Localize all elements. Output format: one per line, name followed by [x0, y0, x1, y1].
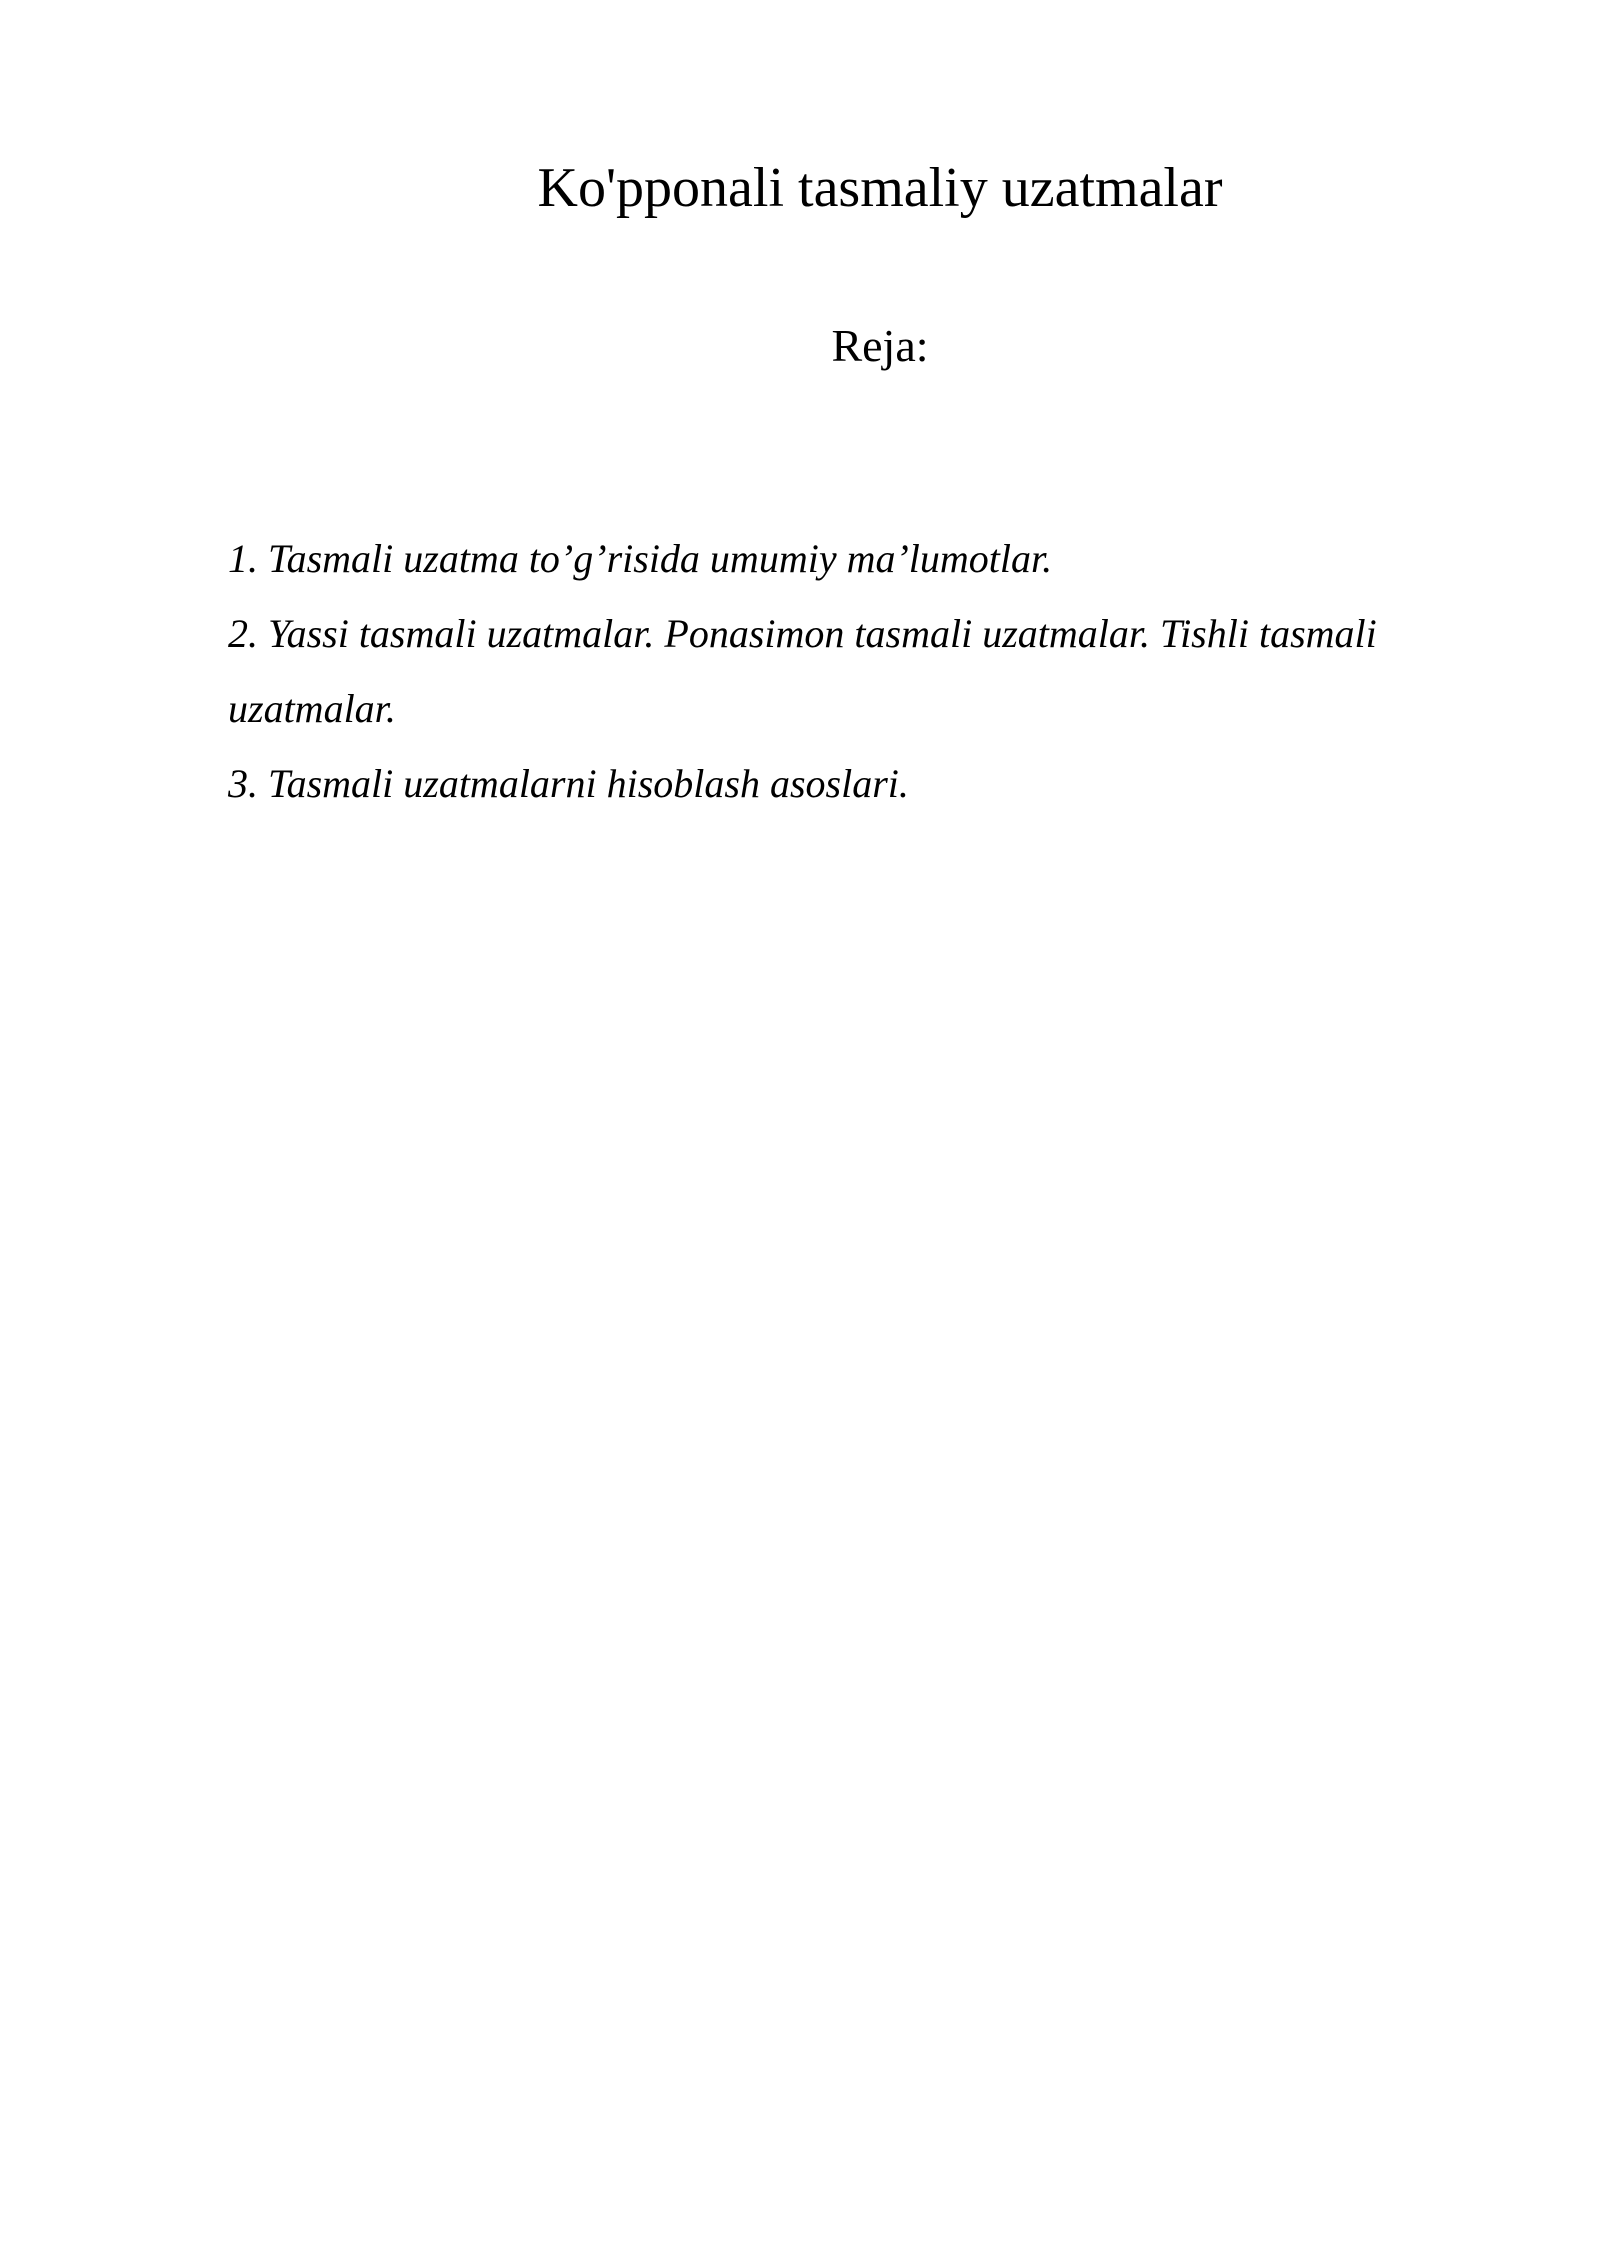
plan-item-3: 3. Tasmali uzatmalarni hisoblash asoslari. — [228, 761, 909, 806]
page-title: Ko'pponali tasmaliy uzatmalar — [537, 157, 1223, 219]
plan-list — [228, 521, 1528, 821]
plan-item-1: 1. Tasmali uzatma to’g’risida umumiy ma’lumotlar. — [228, 536, 1053, 581]
plan-item-2: 2. Yassi tasmali uzatmalar. Ponasimon tasmali uzatmalar. Tishli tasmali uzatmalar. — [228, 611, 1377, 731]
plan-heading: Reja: — [831, 320, 929, 371]
